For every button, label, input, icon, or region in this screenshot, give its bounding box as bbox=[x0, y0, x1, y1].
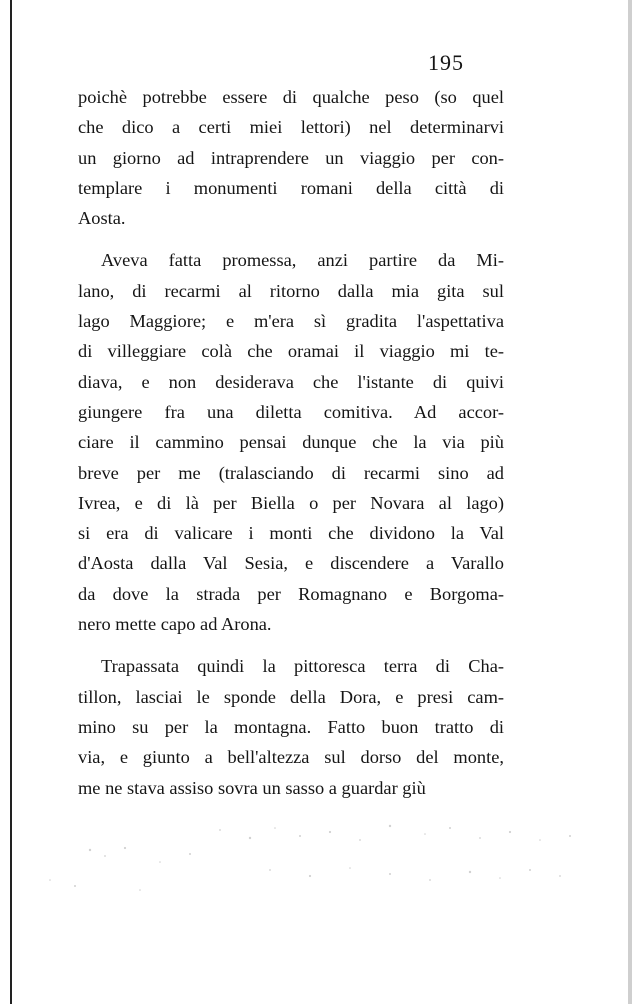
paragraph bbox=[78, 82, 504, 233]
text-line: si era di valicare i monti che dividono la Val bbox=[78, 523, 504, 544]
text-line: Ivrea, e di là per Biella o per Novara al lago) bbox=[78, 492, 504, 513]
text-line: Aosta. bbox=[78, 208, 126, 229]
text-line: tillon, lasciai le sponde della Dora, e presi cam- bbox=[78, 686, 504, 707]
text-line: un giorno ad intraprendere un viaggio per con- bbox=[78, 147, 504, 168]
body-text bbox=[78, 82, 504, 803]
page-number: 195 bbox=[428, 50, 464, 75]
paragraph-gap bbox=[78, 639, 504, 651]
page-right-edge bbox=[628, 0, 632, 1004]
text-line: giungere fra una diletta comitiva. Ad accor- bbox=[78, 401, 504, 422]
paragraph bbox=[78, 245, 504, 639]
text-line: mino su per la montagna. Fatto buon tratto di bbox=[78, 716, 504, 737]
text-line: breve per me (tralasciando di recarmi sino ad bbox=[78, 462, 504, 483]
text-line: che dico a certi miei lettori) nel determinarvi bbox=[78, 117, 504, 138]
text-line: Trapassata quindi la pittoresca terra di Cha- bbox=[101, 656, 504, 677]
text-line: via, e giunto a bell'altezza sul dorso del monte, bbox=[78, 747, 504, 768]
page-left-edge bbox=[10, 0, 12, 1004]
text-line: lago Maggiore; e m'era sì gradita l'aspettativa bbox=[78, 311, 504, 332]
text-line: nero mette capo ad Arona. bbox=[78, 614, 272, 635]
paragraph bbox=[78, 651, 504, 802]
text-line: poichè potrebbe essere di qualche peso (so quel bbox=[78, 87, 504, 107]
paragraph-gap bbox=[78, 233, 504, 245]
text-line: ciare il cammino pensai dunque che la via più bbox=[78, 432, 504, 453]
text-line: diava, e non desiderava che l'istante di quivi bbox=[78, 371, 504, 392]
text-line: da dove la strada per Romagnano e Borgoma- bbox=[78, 583, 504, 604]
text-line: di villeggiare colà che oramai il viaggio mi te- bbox=[78, 341, 504, 362]
text-line: d'Aosta dalla Val Sesia, e discendere a Varallo bbox=[78, 553, 504, 574]
text-line: Aveva fatta promessa, anzi partire da Mi- bbox=[101, 250, 504, 271]
text-line: me ne stava assiso sovra un sasso a guardar giù bbox=[78, 777, 426, 798]
text-line: lano, di recarmi al ritorno dalla mia gita sul bbox=[78, 280, 504, 301]
ink-bleed-through bbox=[30, 810, 610, 920]
text-line: templare i monumenti romani della città di bbox=[78, 177, 504, 198]
